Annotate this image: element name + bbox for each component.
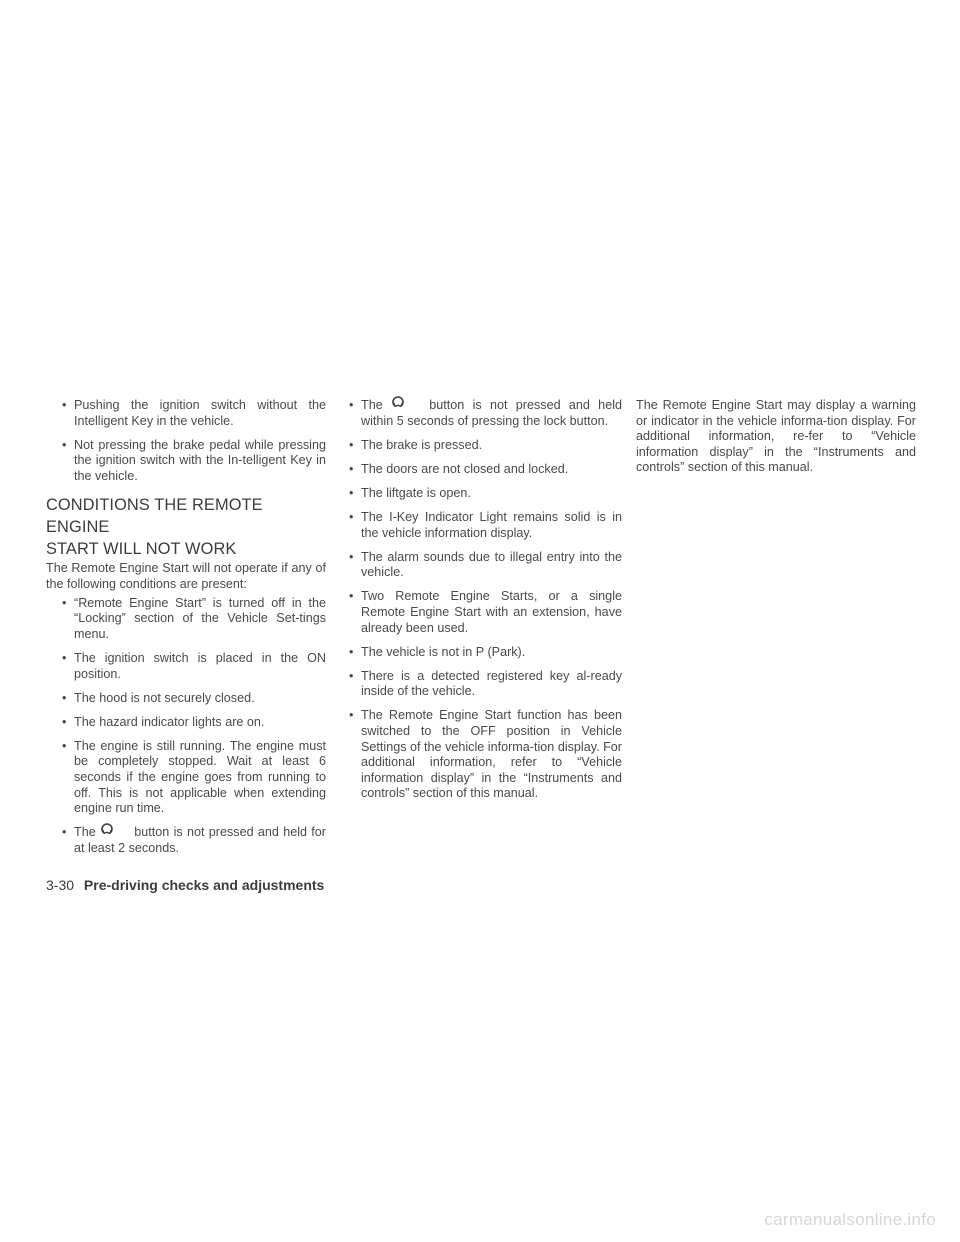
list-item: • Pushing the ignition switch without the Intelligent Key in the vehicle.	[55, 398, 326, 429]
list-item: • The hood is not securely closed.	[55, 691, 326, 707]
list-item: • The engine is still running. The engine must be completely stopped. Wait at least 6 seconds if the engine goes from running to off. This is not applicable when extending engine run time.	[55, 739, 326, 817]
list-item: • The brake is pressed.	[342, 438, 622, 454]
list-item: • The liftgate is open.	[342, 486, 622, 502]
list-item: • The hazard indicator lights are on.	[55, 715, 326, 731]
column-right	[636, 398, 916, 476]
watermark: carmanualsonline.info	[764, 1210, 936, 1229]
list-item-text-after: button is not pressed and held within 5 seconds of pressing the lock button.	[361, 398, 622, 428]
list-item: • The I-Key Indicator Light remains solid is in the vehicle information display.	[342, 510, 622, 541]
remote-engine-start-icon	[391, 398, 421, 410]
list-item-text-after: button is not pressed and held for at least 2 seconds.	[74, 825, 326, 855]
list-item-text-before: The	[361, 398, 383, 412]
remote-engine-start-icon	[100, 825, 130, 837]
column-left	[46, 398, 326, 865]
list-item-with-icon	[342, 398, 622, 429]
page-footer	[46, 877, 324, 893]
list-item: • The Remote Engine Start function has been switched to the OFF position in Vehicle Settings of the vehicle informa-tion display. For additional information, refer to “Vehicle information display” in the “Instruments and controls” section of this manual.	[342, 708, 622, 802]
list-item: • The ignition switch is placed in the ON position.	[55, 651, 326, 682]
list-item-text-before: The	[74, 825, 96, 840]
list-item: • The doors are not closed and locked.	[342, 462, 622, 478]
section-title: Pre-driving checks and adjustments	[83, 877, 325, 893]
section-heading-line2: START WILL NOT WORK	[46, 540, 237, 559]
intro-paragraph: The Remote Engine Start will not operate if any of the following conditions are present:	[46, 561, 326, 592]
section-heading	[46, 494, 326, 560]
list-item: • There is a detected registered key al-ready inside of the vehicle.	[342, 669, 622, 700]
closing-paragraph: The Remote Engine Start may display a warning or indicator in the vehicle informa-tion display. For additional information, re-fer to “Vehicle information display” in the “Instruments and controls” section of this manual.	[636, 398, 916, 475]
column-middle	[342, 398, 622, 810]
list-item: • “Remote Engine Start” is turned off in the “Locking” section of the Vehicle Set-tings menu.	[55, 596, 326, 643]
list-item-with-icon	[55, 825, 326, 856]
section-heading-line1: CONDITIONS THE REMOTE ENGINE	[46, 496, 263, 537]
list-item: • Not pressing the brake pedal while pressing the ignition switch with the In-telligent Key in the vehicle.	[55, 438, 326, 485]
list-item: • Two Remote Engine Starts, or a single Remote Engine Start with an extension, have already been used.	[342, 589, 622, 636]
list-item: • The vehicle is not in P (Park).	[342, 645, 622, 661]
list-item: • The alarm sounds due to illegal entry into the vehicle.	[342, 550, 622, 581]
page-number: 3-30	[46, 877, 75, 893]
